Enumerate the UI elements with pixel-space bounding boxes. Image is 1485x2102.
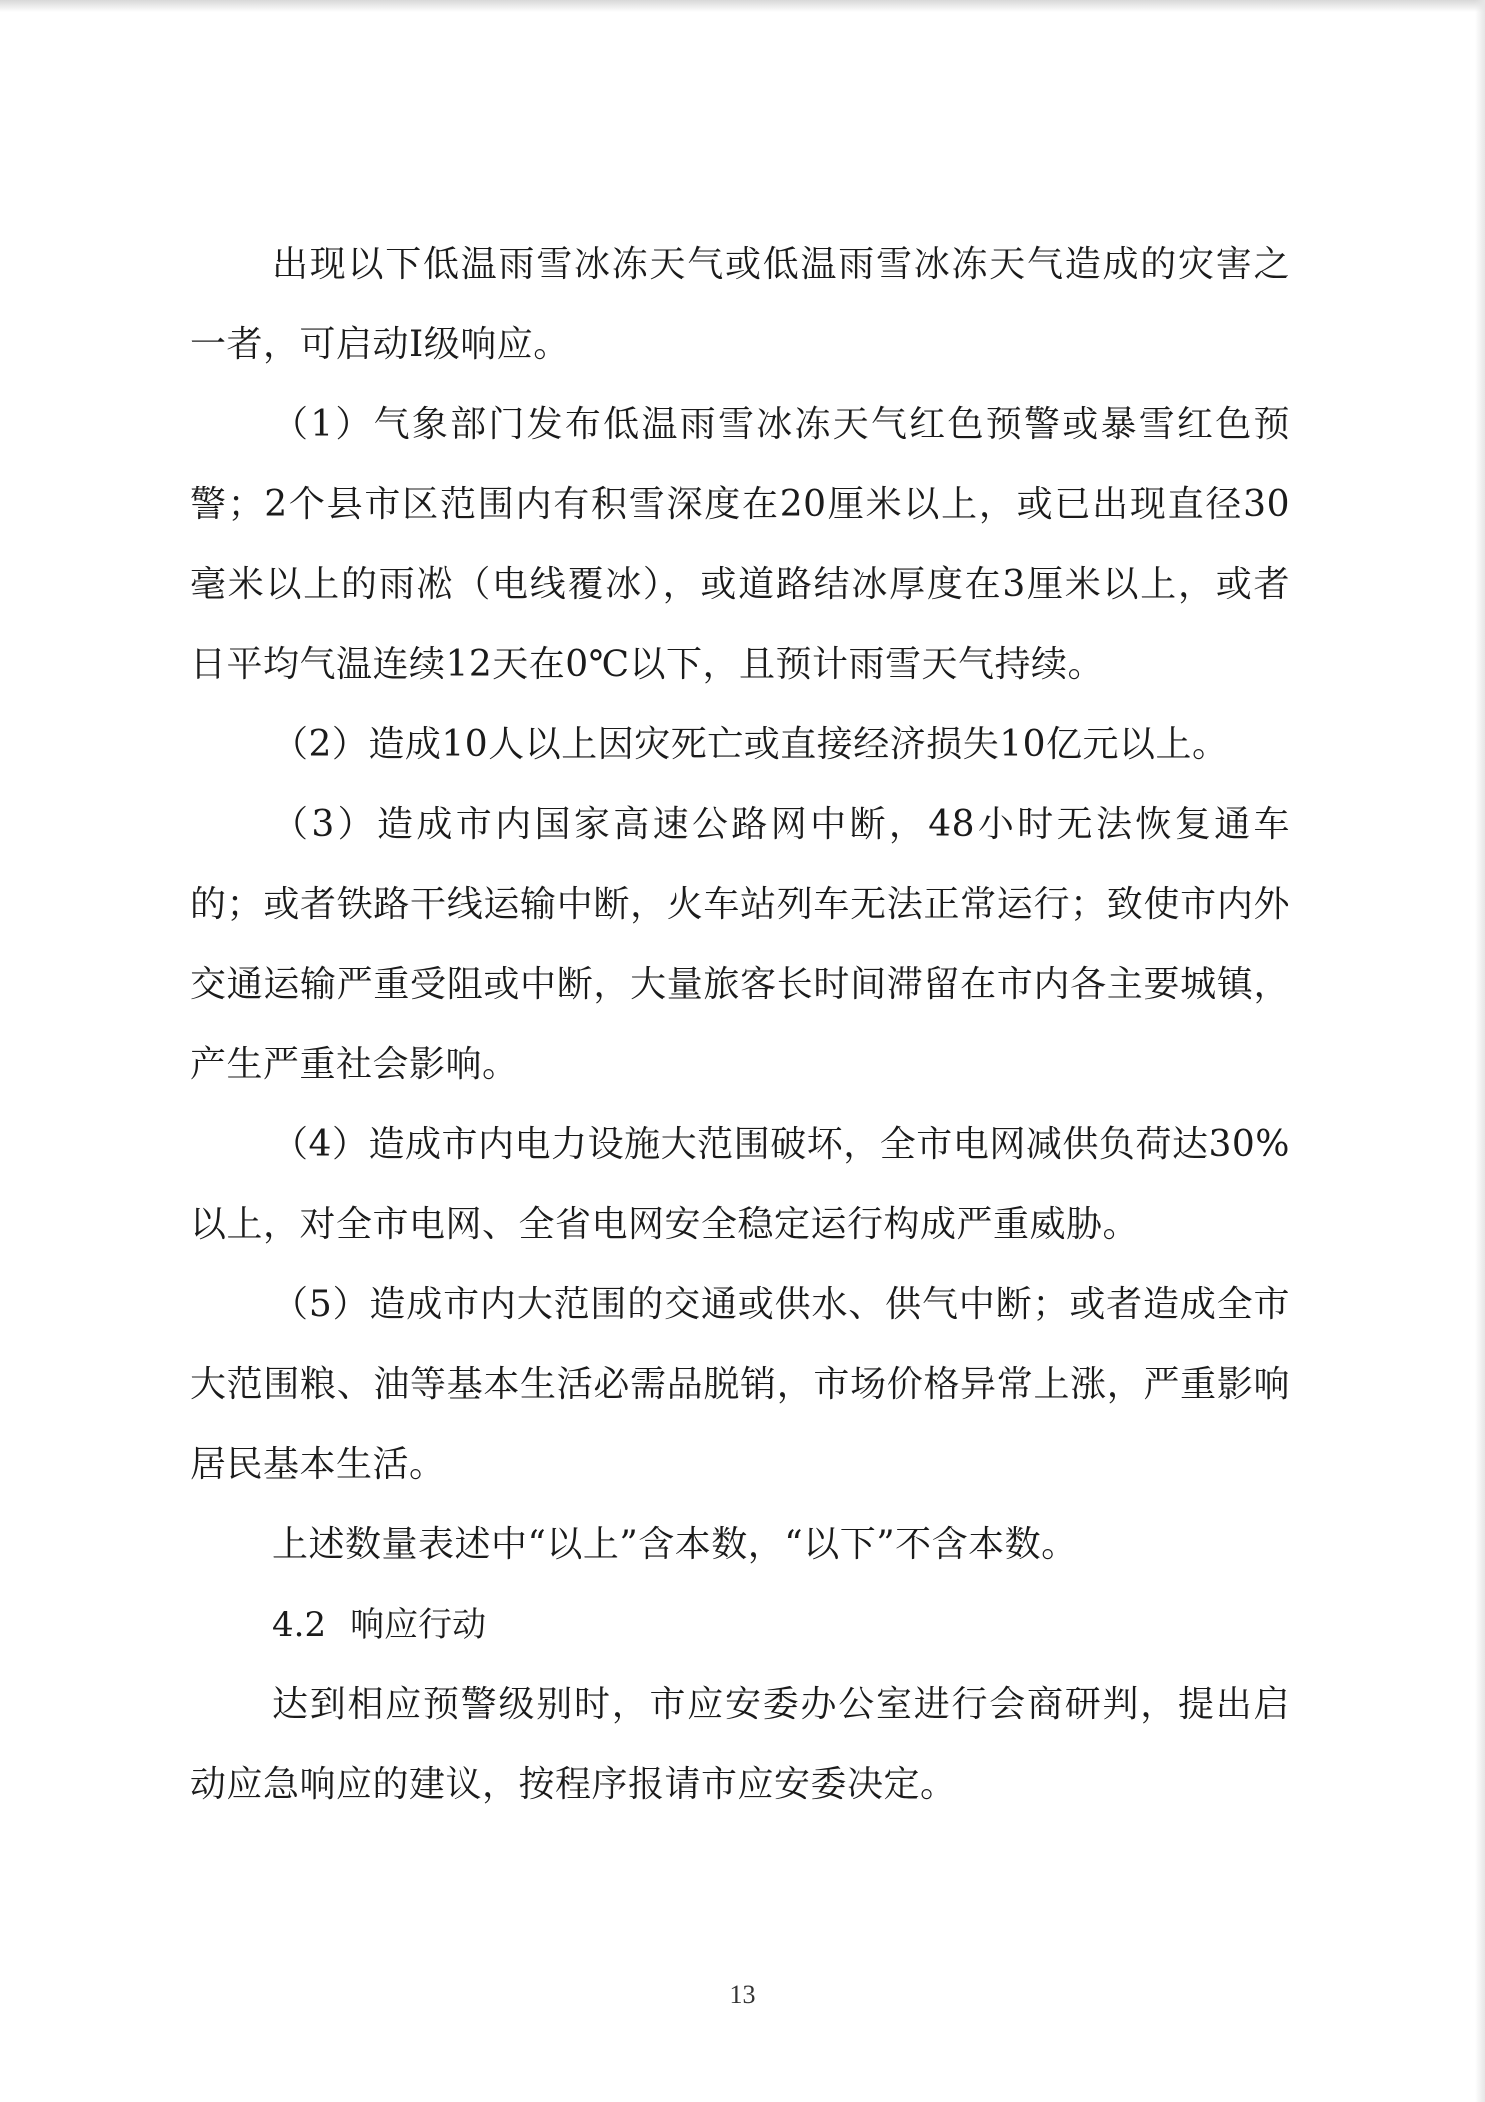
paragraph-level-one-criteria: 出现以下低温雨雪冰冻天气或低温雨雪冰冻天气造成的灾害之一者，可启动Ⅰ级响应。 — [190, 244, 1290, 365]
paragraph-item-5: （5）造成市内大范围的交通或供水、供气中断；或者造成全市大范围粮、油等基本生活必需品脱销，市场价格异常上涨，严重影响居民基本生活。 — [190, 1284, 1290, 1485]
section-title: 响应行动 — [350, 1605, 487, 1645]
paragraph-item-1: （1）气象部门发布低温雨雪冰冻天气红色预警或暴雪红色预警；2个县市区范围内有积雪深度在20厘米以上，或已出现直径30毫米以上的雨凇（电线覆冰），或道路结冰厚度在3厘米以上，或者日平均气温连续12天在0℃以下，且预计雨雪天气持续。 — [190, 404, 1290, 685]
paragraph-item-4: （4）造成市内电力设施大范围破坏，全市电网减供负荷达30%以上，对全市电网、全省电网安全稳定运行构成严重威胁。 — [190, 1124, 1290, 1245]
section-number: 4.2 — [272, 1605, 327, 1645]
paragraph-item-2: （2）造成10人以上因灾死亡或直接经济损失10亿元以上。 — [272, 724, 1229, 765]
paragraph-response-action: 达到相应预警级别时，市应安委办公室进行会商研判，提出启动应急响应的建议，按程序报请市应安委决定。 — [190, 1684, 1290, 1805]
section-heading — [190, 1585, 1290, 1665]
document-body — [190, 225, 1290, 1825]
paragraph-item-3: （3）造成市内国家高速公路网中断，48小时无法恢复通车的；或者铁路干线运输中断，火车站列车无法正常运行；致使市内外交通运输严重受阻或中断，大量旅客长时间滞留在市内各主要城镇，产生严重社会影响。 — [190, 804, 1290, 1085]
paragraph-quantity-note: 上述数量表述中“以上”含本数，“以下”不含本数。 — [272, 1524, 1078, 1565]
page-number: 13 — [729, 1980, 756, 2009]
scan-edge — [0, 0, 1485, 12]
scan-edge — [1475, 0, 1485, 2102]
